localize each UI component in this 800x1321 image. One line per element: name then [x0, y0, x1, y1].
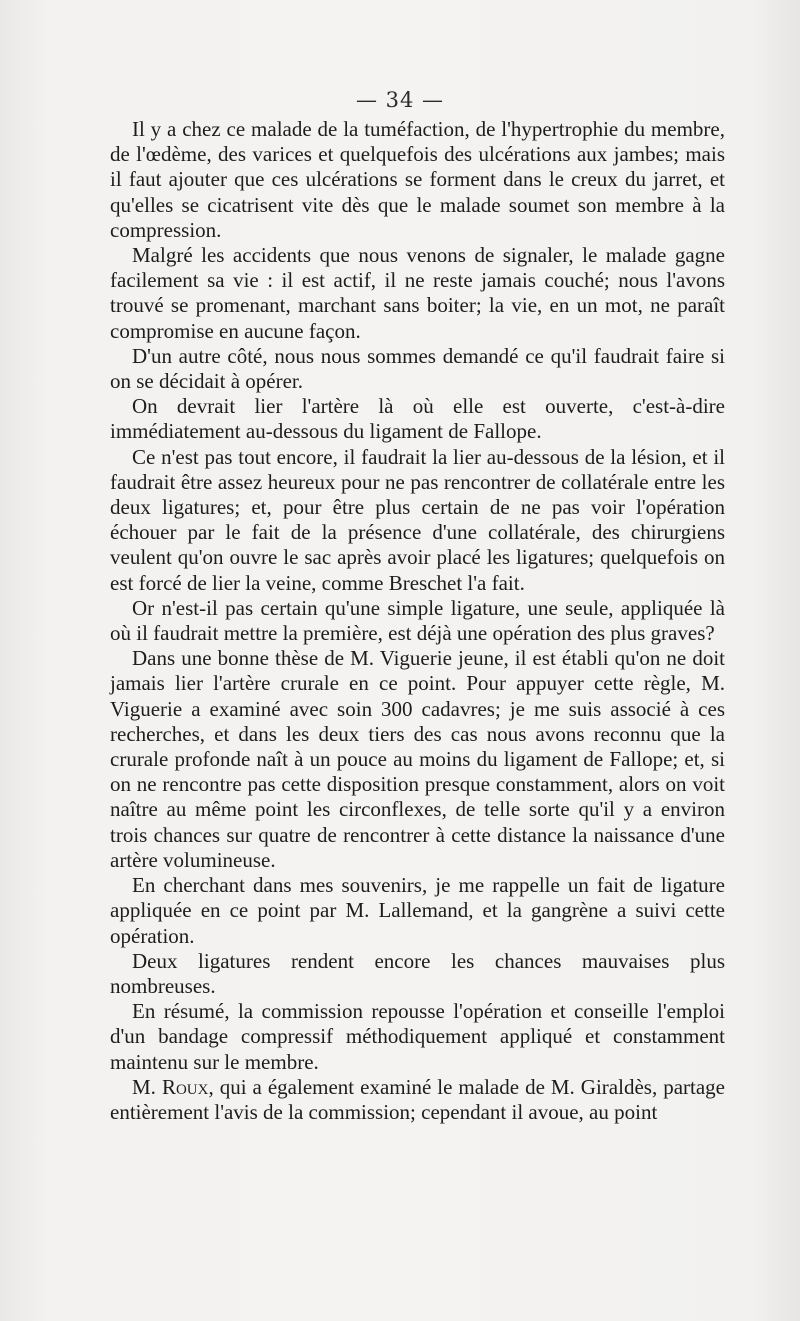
paragraph-1: Il y a chez ce malade de la tuméfaction, de l'hypertrophie du membre, de l'œdème, des varices et quelquefois des ulcérations aux jambes; mais il faut ajouter que ces ulcérations se forment dans le creux du jarret, et qu'elles se cicatrisent vite dès que le malade soumet son membre à la compression.: [110, 117, 725, 242]
paragraph-6: Or n'est-il pas certain qu'une simple ligature, une seule, appliquée là où il faudrait mettre la première, est déjà une opération des plus graves?: [110, 595, 725, 646]
paragraph-11-text: , qui a également examiné le malade de M. Giraldès, partage entièrement l'avis de la commission; cependant il avoue, au point: [110, 1074, 725, 1124]
paragraph-3: D'un autre côté, nous nous sommes demandé ce qu'il faudrait faire si on se décidait à opérer.: [110, 343, 725, 394]
paragraph-4: On devrait lier l'artère là où elle est ouverte, c'est-à-dire immédiatement au-dessous du ligament de Fallope.: [110, 394, 725, 444]
paragraph-8: En cherchant dans mes souvenirs, je me rappelle un fait de ligature appliquée en ce point par M. Lallemand, et la gangrène a suivi cette opération.: [110, 873, 725, 948]
page-number: — 34 —: [355, 88, 445, 112]
paragraph-9: Deux ligatures rendent encore les chances mauvaises plus nombreuses.: [110, 948, 725, 998]
body-text: [110, 117, 725, 1125]
paragraph-11: [110, 1075, 725, 1125]
paragraph-5: Ce n'est pas tout encore, il faudrait la lier au-dessous de la lésion, et il faudrait être assez heureux pour ne pas rencontrer de collatérale entre les deux ligatures; et, pour être plus certain de ne pas voir l'opération échouer par le fait de la présence d'une collatérale, des chirurgiens veulent qu'on ouvre le sac après avoir placé les ligatures; quelquefois on est forcé de lier la veine, comme Breschet l'a fait.: [110, 444, 725, 595]
paragraph-10: En résumé, la commission repousse l'opération et conseille l'emploi d'un bandage compressif méthodiquement appliqué et constamment maintenu sur le membre.: [110, 999, 725, 1074]
paragraph-11-lead: M.: [132, 1074, 162, 1099]
surgeon-name: Roux: [161, 1074, 209, 1099]
paragraph-2: Malgré les accidents que nous venons de signaler, le malade gagne facilement sa vie : il est actif, il ne reste jamais couché; nous l'avons trouvé se promenant, marchant sans boiter; la vie, en un mot, ne paraît compromise en aucune façon.: [110, 243, 725, 343]
paragraph-7: Dans une bonne thèse de M. Viguerie jeune, il est établi qu'on ne doit jamais lier l'artère crurale en ce point. Pour appuyer cette règle, M. Viguerie a examiné avec soin 300 cadavres; je me suis associé à ces recherches, et dans les deux tiers des cas nous avons reconnu que la crurale profonde naît à un pouce au moins du ligament de Fallope; et, si on ne rencontre pas cette disposition presque constamment, alors on voit naître au même point les circonflexes, de telle sorte qu'il y a environ trois chances sur quatre de rencontrer à cette distance la naissance d'une artère volumineuse.: [110, 646, 725, 872]
